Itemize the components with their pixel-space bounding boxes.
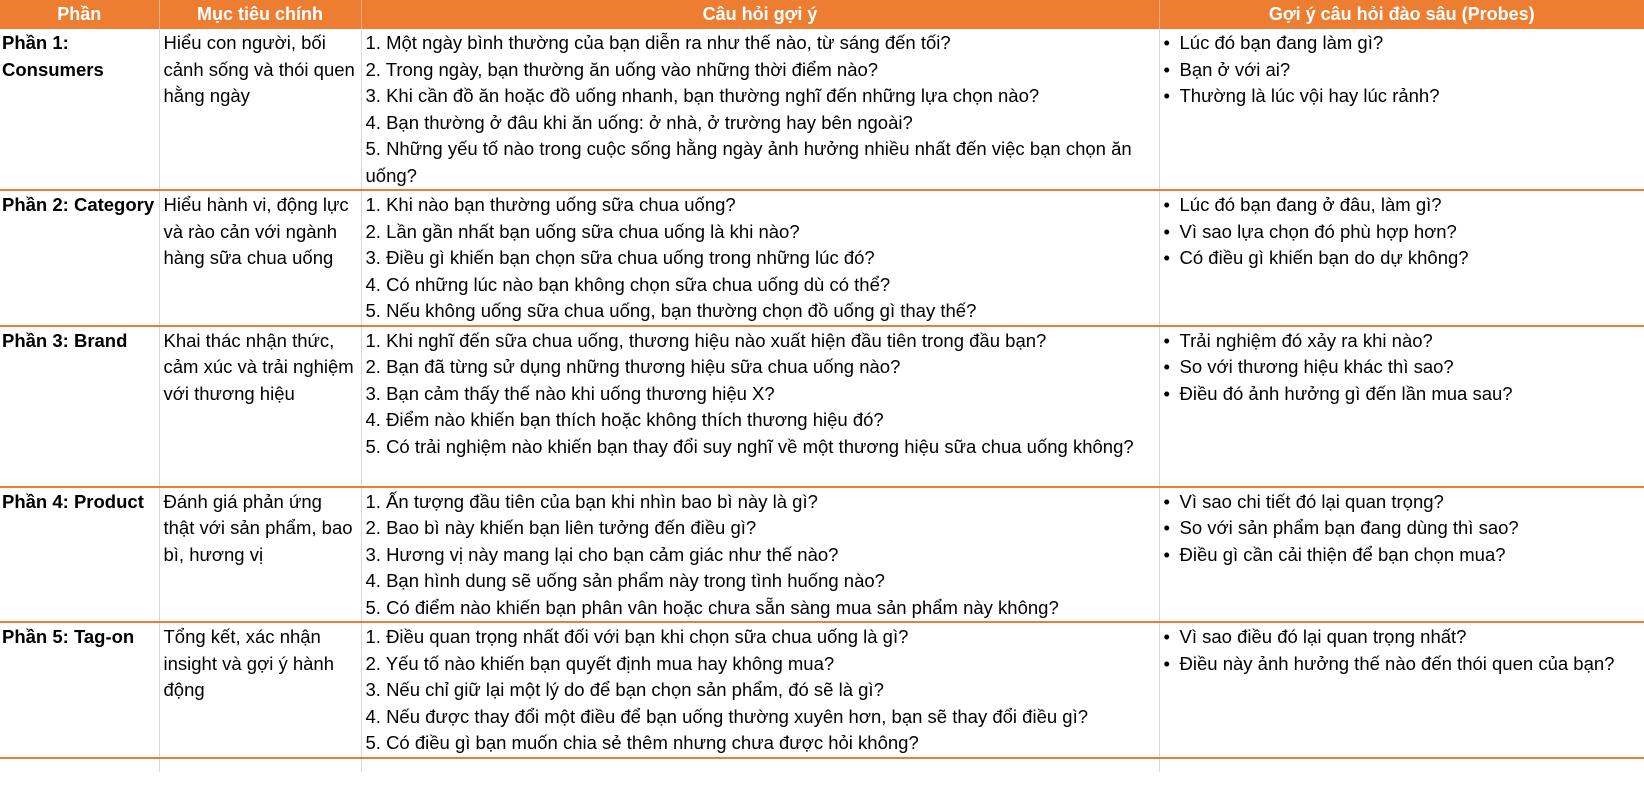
- bullet-icon: •: [1163, 58, 1170, 80]
- part-cell[interactable]: [0, 487, 159, 623]
- part-label: Phần 3: Brand: [2, 329, 128, 351]
- empty-cell[interactable]: [159, 758, 361, 772]
- header-probes[interactable]: Gợi ý câu hỏi đào sâu (Probes): [1159, 0, 1644, 29]
- bullet-icon: •: [1163, 247, 1170, 268]
- question-item: 4. Điểm nào khiến bạn thích hoặc không thích thương hiệu đó?: [365, 409, 884, 430]
- empty-row: [0, 758, 1644, 772]
- questions-cell[interactable]: [361, 487, 1159, 623]
- question-item: 2. Trong ngày, bạn thường ăn uống vào những thời điểm nào?: [365, 58, 879, 80]
- question-item: 4. Bạn hình dung sẽ uống sản phẩm này trong tình huống nào?: [365, 570, 885, 591]
- part-label: Phần 1:: [2, 32, 69, 53]
- question-item: 2. Bạn đã từng sử dụng những thương hiệu sữa chua uống nào?: [365, 356, 901, 377]
- objective-text: Hiểu hành vi, động lực và rào cản với ngành hàng sữa chua uống: [163, 194, 349, 268]
- probe-item: • Điều này ảnh hưởng thế nào đến thói quen của bạn?: [1164, 651, 1641, 678]
- part-cell[interactable]: [0, 29, 159, 190]
- part-cell[interactable]: [0, 190, 159, 326]
- probes-cell[interactable]: [1159, 29, 1644, 190]
- question-item: 1. Khi nào bạn thường uống sữa chua uống?: [365, 194, 736, 215]
- objective-cell[interactable]: [159, 29, 361, 190]
- part-label: Phần 4: Product: [2, 490, 144, 512]
- probe-item: • Vì sao lựa chọn đó phù hợp hơn?: [1164, 219, 1641, 246]
- probe-item: • So với sản phẩm bạn đang dùng thì sao?: [1164, 515, 1641, 542]
- bullet-icon: •: [1163, 194, 1170, 215]
- probe-item: • Lúc đó bạn đang làm gì?: [1164, 30, 1641, 57]
- question-item: 4. Nếu được thay đổi một điều để bạn uống thường xuyên hơn, bạn sẽ thay đổi điều gì?: [365, 705, 1089, 727]
- questions-cell[interactable]: [361, 622, 1159, 758]
- question-item: 3. Nếu chỉ giữ lại một lý do để bạn chọn sản phẩm, đó sẽ là gì?: [365, 679, 884, 700]
- table-row: [0, 190, 1644, 326]
- questions-cell[interactable]: [361, 326, 1159, 487]
- bullet-icon: •: [1163, 220, 1170, 242]
- probe-item: • So với thương hiệu khác thì sao?: [1164, 354, 1641, 381]
- table-row: [0, 622, 1644, 758]
- questions-cell[interactable]: [361, 190, 1159, 326]
- bullet-icon: •: [1163, 543, 1170, 565]
- question-item: 5. Những yếu tố nào trong cuộc sống hằng ngày ảnh hưởng nhiều nhất đến việc bạn chọn ăn uống?: [365, 138, 1132, 186]
- question-item: 4. Bạn thường ở đâu khi ăn uống: ở nhà, ở trường hay bên ngoài?: [365, 111, 913, 133]
- probes-cell[interactable]: [1159, 622, 1644, 758]
- bullet-icon: •: [1163, 85, 1170, 106]
- probe-item: • Bạn ở với ai?: [1164, 57, 1641, 84]
- objective-text: Đánh giá phản ứng thật với sản phẩm, bao bì, hương vị: [163, 490, 353, 565]
- objective-text: Khai thác nhận thức, cảm xúc và trải nghiệm với thương hiệu: [163, 329, 354, 404]
- probes-cell[interactable]: [1159, 190, 1644, 326]
- empty-cell[interactable]: [1159, 758, 1644, 772]
- objective-text: Hiểu con người, bối cảnh sống và thói quen hằng ngày: [163, 32, 355, 106]
- question-item: 3. Khi cần đồ ăn hoặc đồ uống nhanh, bạn thường nghĩ đến những lựa chọn nào?: [365, 85, 1040, 106]
- header-questions[interactable]: Câu hỏi gợi ý: [361, 0, 1159, 29]
- question-item: 2. Yếu tố nào khiến bạn quyết định mua hay không mua?: [365, 652, 835, 674]
- header-row: [0, 0, 1644, 29]
- question-item: 4. Có những lúc nào bạn không chọn sữa chua uống dù có thể?: [365, 273, 891, 295]
- bullet-icon: •: [1163, 329, 1170, 351]
- header-part[interactable]: Phần: [0, 0, 159, 29]
- question-item: 5. Có điều gì bạn muốn chia sẻ thêm nhưng chưa được hỏi không?: [365, 732, 919, 753]
- question-item: 2. Bao bì này khiến bạn liên tưởng đến điều gì?: [365, 517, 757, 538]
- objective-cell[interactable]: [159, 326, 361, 487]
- probe-item: • Thường là lúc vội hay lúc rảnh?: [1164, 83, 1641, 110]
- question-item: 2. Lần gần nhất bạn uống sữa chua uống là khi nào?: [365, 220, 800, 242]
- question-item: 1. Một ngày bình thường của bạn diễn ra như thế nào, từ sáng đến tối?: [365, 32, 951, 53]
- probe-item: • Điều đó ảnh hưởng gì đến lần mua sau?: [1164, 381, 1641, 408]
- question-item: 3. Điều gì khiến bạn chọn sữa chua uống trong những lúc đó?: [365, 247, 875, 268]
- part-cell[interactable]: [0, 622, 159, 758]
- bullet-icon: •: [1163, 32, 1170, 53]
- bullet-icon: •: [1163, 382, 1170, 404]
- probe-item: • Có điều gì khiến bạn do dự không?: [1164, 245, 1641, 272]
- table-row: [0, 326, 1644, 487]
- question-item: 3. Hương vị này mang lại cho bạn cảm giác như thế nào?: [365, 543, 839, 565]
- table-row: [0, 29, 1644, 190]
- questions-cell[interactable]: [361, 29, 1159, 190]
- probe-item: • Vì sao chi tiết đó lại quan trọng?: [1164, 489, 1641, 516]
- part-label: Phần 5: Tag-on: [2, 626, 135, 647]
- question-item: 5. Có điểm nào khiến bạn phân vân hoặc chưa sẵn sàng mua sản phẩm này không?: [365, 596, 1059, 618]
- probe-item: • Lúc đó bạn đang ở đâu, làm gì?: [1164, 192, 1641, 219]
- bullet-icon: •: [1163, 490, 1170, 512]
- bullet-icon: •: [1163, 626, 1170, 647]
- question-item: 3. Bạn cảm thấy thế nào khi uống thương hiệu X?: [365, 382, 775, 404]
- probe-item: • Trải nghiệm đó xảy ra khi nào?: [1164, 328, 1641, 355]
- objective-cell[interactable]: [159, 190, 361, 326]
- part-cell[interactable]: [0, 326, 159, 487]
- bullet-icon: •: [1163, 517, 1170, 538]
- objective-cell[interactable]: [159, 622, 361, 758]
- probe-item: • Vì sao điều đó lại quan trọng nhất?: [1164, 624, 1641, 651]
- probes-cell[interactable]: [1159, 326, 1644, 487]
- empty-cell[interactable]: [361, 758, 1159, 772]
- question-item: 1. Điều quan trọng nhất đối với bạn khi chọn sữa chua uống là gì?: [365, 626, 909, 647]
- question-item: 5. Có trải nghiệm nào khiến bạn thay đổi suy nghĩ về một thương hiệu sữa chua uống không?: [365, 435, 1134, 457]
- objective-cell[interactable]: [159, 487, 361, 623]
- part-label: Phần 2: Category: [2, 194, 155, 215]
- question-item: 1. Ấn tượng đầu tiên của bạn khi nhìn bao bì này là gì?: [365, 490, 818, 512]
- objective-text: Tổng kết, xác nhận insight và gợi ý hành động: [163, 626, 335, 700]
- empty-cell[interactable]: [0, 758, 159, 772]
- probe-item: • Điều gì cần cải thiện để bạn chọn mua?: [1164, 542, 1641, 569]
- bullet-icon: •: [1163, 356, 1170, 377]
- probes-cell[interactable]: [1159, 487, 1644, 623]
- table-row: [0, 487, 1644, 623]
- bullet-icon: •: [1163, 652, 1170, 674]
- question-item: 5. Nếu không uống sữa chua uống, bạn thường chọn đồ uống gì thay thế?: [365, 300, 977, 321]
- header-objective[interactable]: Mục tiêu chính: [159, 0, 361, 29]
- part-label-cont: Consumers: [2, 58, 104, 80]
- question-item: 1. Khi nghĩ đến sữa chua uống, thương hiệu nào xuất hiện đầu tiên trong đầu bạn?: [365, 329, 1047, 351]
